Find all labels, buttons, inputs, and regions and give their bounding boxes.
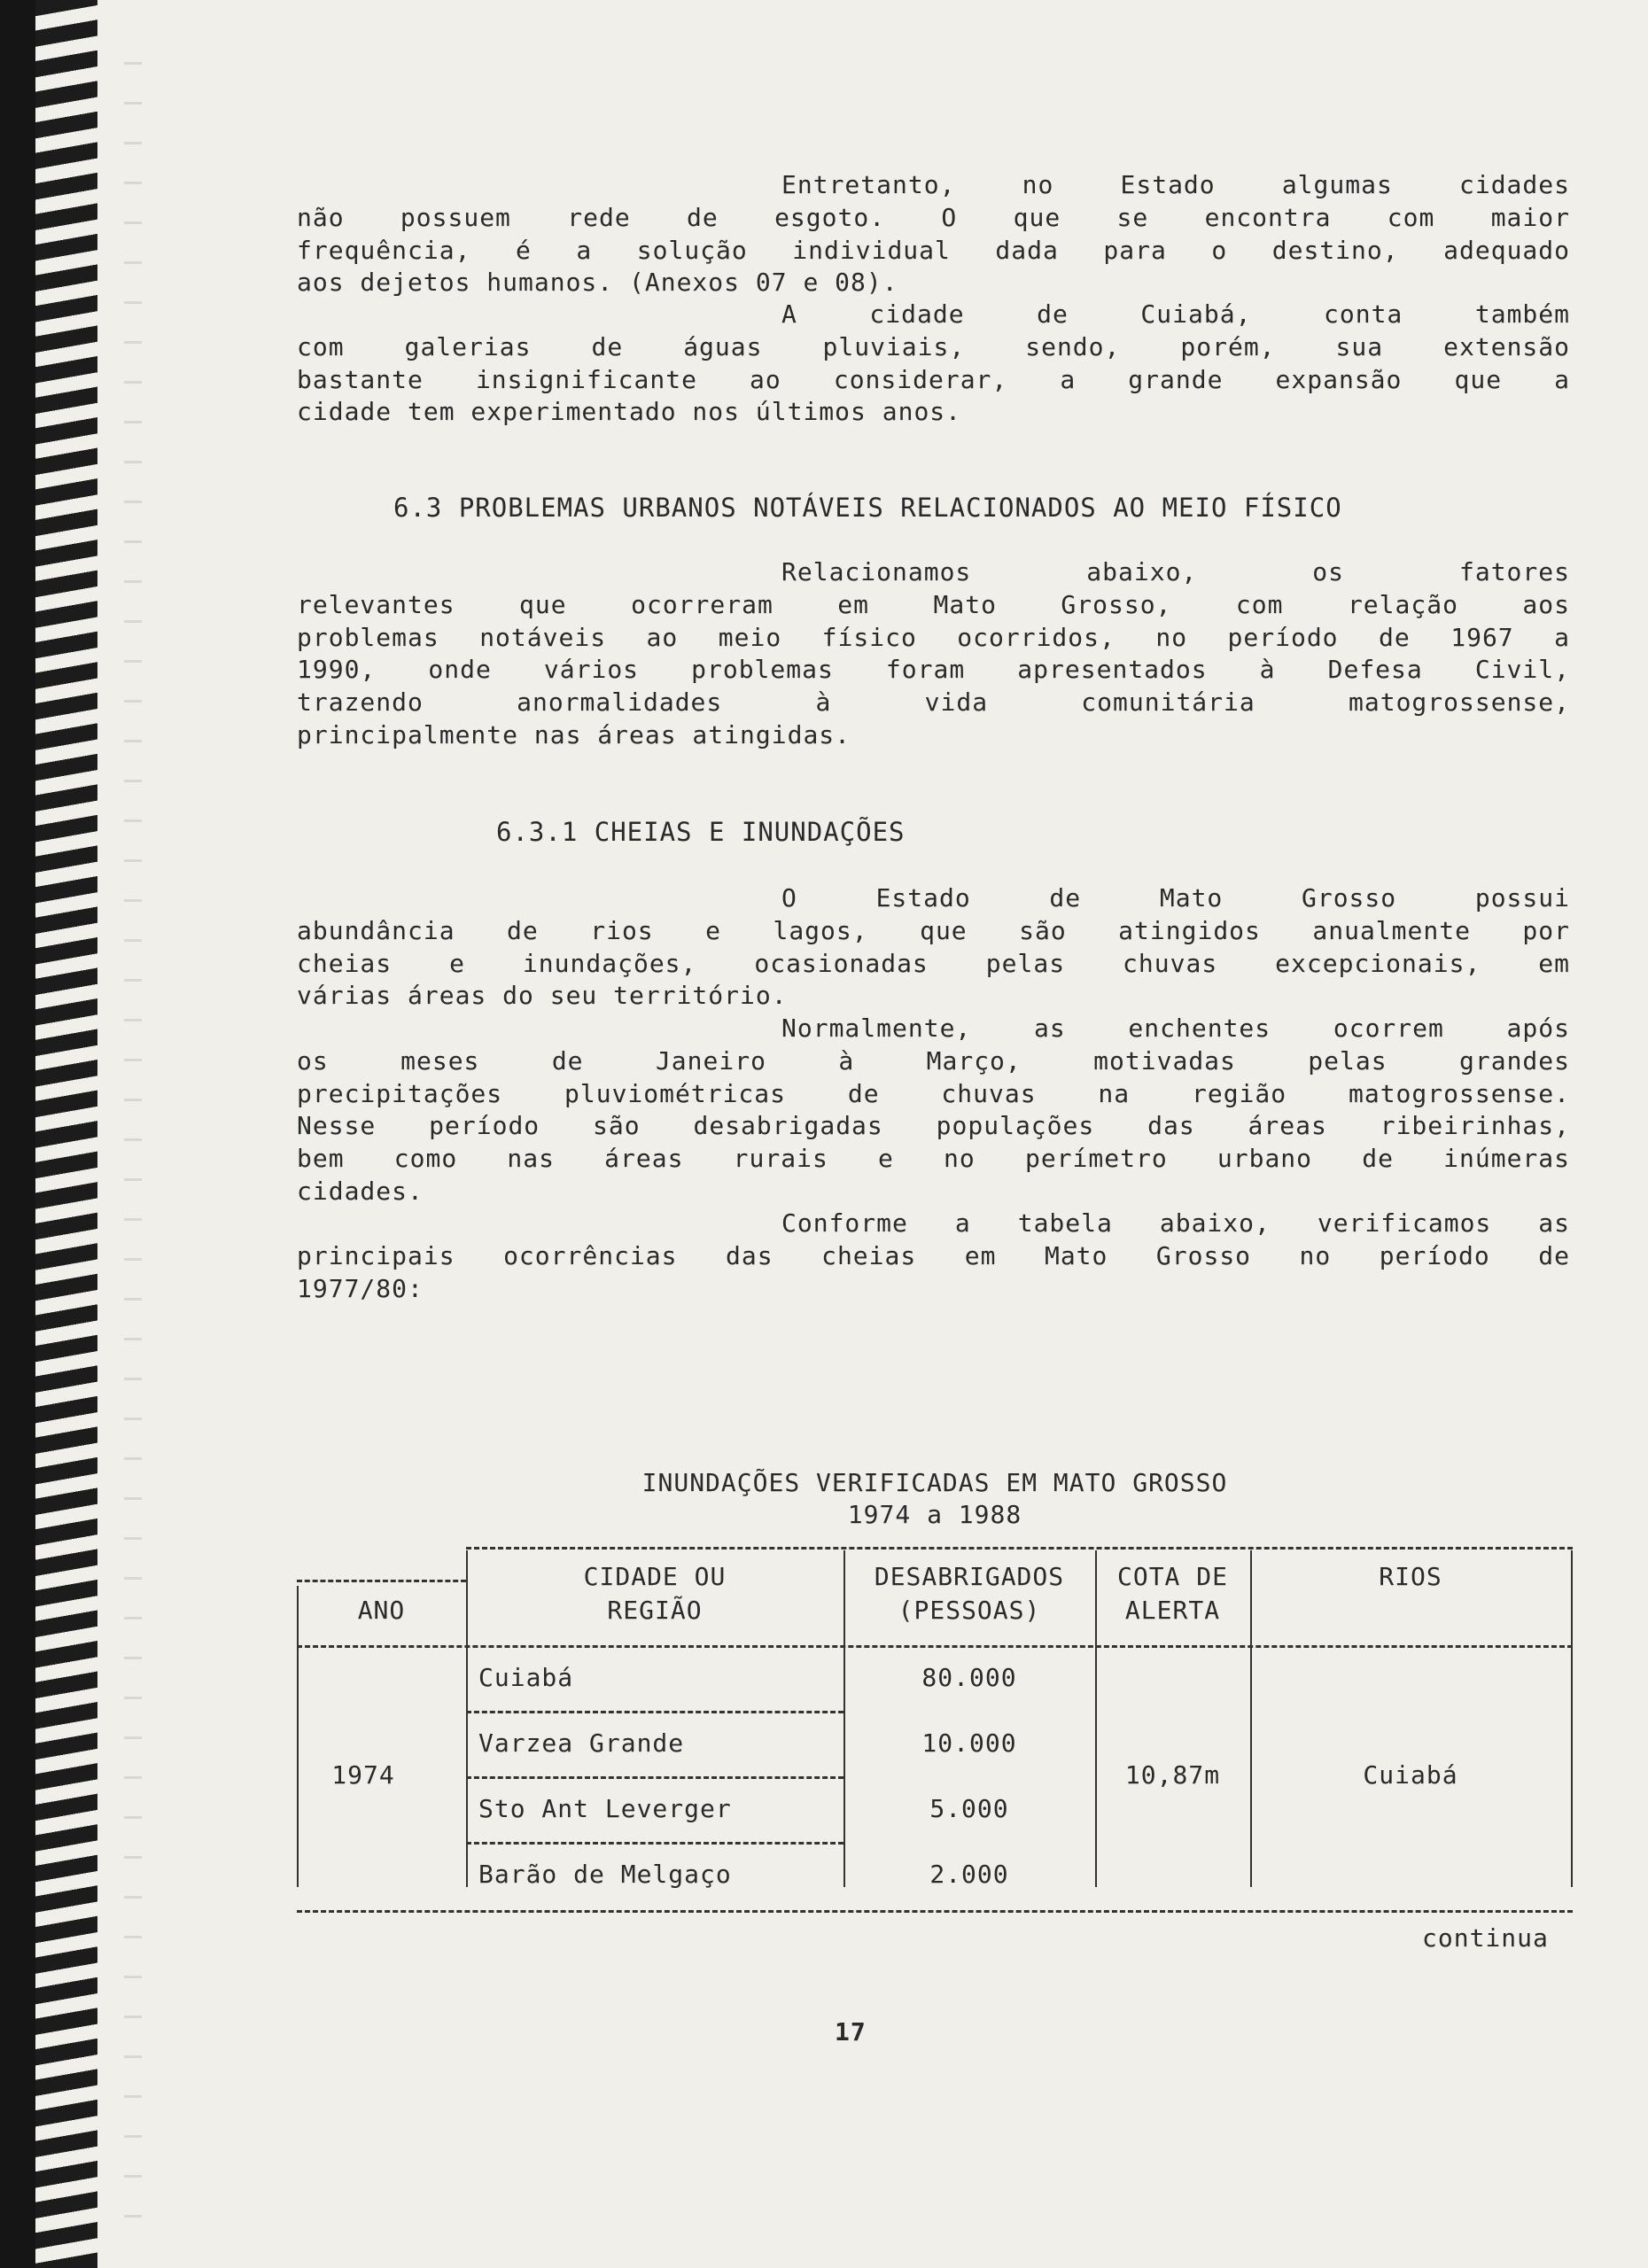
cell-desabrigados: 5.000 bbox=[929, 1794, 1009, 1823]
paragraph-line: Entretanto, no Estado algumas cidades bbox=[781, 170, 1570, 199]
paragraph-line: Conforme a tabela abaixo, verificamos as bbox=[781, 1208, 1570, 1238]
page-number: 17 bbox=[835, 2017, 867, 2047]
paragraph-line: bastante insignificante ao considerar, a grande expansão que a bbox=[297, 364, 1570, 394]
paragraph-line: cidades. bbox=[297, 1177, 424, 1206]
continua-note: continua bbox=[1422, 1923, 1549, 1953]
paragraph-line: precipitações pluviométricas de chuvas na região matogrossense. bbox=[297, 1078, 1570, 1108]
paragraph-line: cidade tem experimentado nos últimos anos. bbox=[297, 397, 962, 427]
header-ano: ANO bbox=[357, 1596, 406, 1625]
paragraph-line: aos dejetos humanos. (Anexos 07 e 08). bbox=[297, 268, 898, 298]
paragraph-line: cheias e inundações, ocasionadas pelas chuvas excepcionais, em bbox=[297, 948, 1570, 978]
cell-cidade: Varzea Grande bbox=[478, 1728, 685, 1758]
cell-desabrigados: 10.000 bbox=[921, 1728, 1017, 1758]
cell-cidade: Sto Ant Leverger bbox=[478, 1794, 732, 1823]
paragraph-line: com galerias de águas pluviais, sendo, porém, sua extensão bbox=[297, 331, 1570, 361]
cell-cidade: Barão de Melgaço bbox=[478, 1860, 732, 1889]
header-cota-1: COTA DE bbox=[1116, 1562, 1228, 1591]
section-heading-6-3: 6.3 PROBLEMAS URBANOS NOTÁVEIS RELACIONADOS AO MEIO FÍSICO bbox=[393, 493, 1342, 523]
paragraph-line: trazendo anormalidades à vida comunitária matogrossense, bbox=[297, 687, 1570, 718]
spiral-binding-spine bbox=[0, 0, 35, 2268]
table-title: INUNDAÇÕES VERIFICADAS EM MATO GROSSO bbox=[641, 1468, 1228, 1497]
paragraph-line: principalmente nas áreas atingidas. bbox=[297, 720, 851, 750]
header-desabrigados-2: (PESSOAS) bbox=[898, 1596, 1041, 1625]
paragraph-line: Nesse período são desabrigadas populações das áreas ribeirinhas, bbox=[297, 1111, 1570, 1141]
cell-desabrigados: 80.000 bbox=[921, 1663, 1017, 1692]
paragraph-line: frequência, é a solução individual dada para o destino, adequado bbox=[297, 235, 1570, 265]
spiral-binding bbox=[35, 0, 97, 2268]
paragraph-line: várias áreas do seu território. bbox=[297, 981, 788, 1011]
paragraph-line: os meses de Janeiro à Março, motivadas pelas grandes bbox=[297, 1045, 1570, 1076]
paragraph-line: problemas notáveis ao meio físico ocorridos, no período de 1967 a bbox=[297, 622, 1570, 652]
paragraph-line: Relacionamos abaixo, os fatores bbox=[781, 557, 1570, 586]
header-rios: RIOS bbox=[1379, 1562, 1442, 1591]
cell-cota: 10,87m bbox=[1124, 1760, 1221, 1790]
paragraph-line: relevantes que ocorreram em Mato Grosso, com relação aos bbox=[297, 589, 1570, 619]
paragraph-line: abundância de rios e lagos, que são atingidos anualmente por bbox=[297, 915, 1570, 945]
header-desabrigados-1: DESABRIGADOS bbox=[874, 1562, 1065, 1591]
cell-rio: Cuiabá bbox=[1363, 1760, 1458, 1790]
paragraph-line: bem como nas áreas rurais e no perímetro urbano de inúmeras bbox=[297, 1144, 1570, 1174]
paragraph-line: não possuem rede de esgoto. O que se encontra com maior bbox=[297, 202, 1570, 232]
cell-cidade: Cuiabá bbox=[478, 1663, 574, 1692]
cell-ano: 1974 bbox=[331, 1760, 395, 1790]
header-cidade-2: REGIÃO bbox=[607, 1596, 703, 1625]
paragraph-line: O Estado de Mato Grosso possui bbox=[781, 883, 1570, 913]
header-cidade-1: CIDADE OU bbox=[583, 1562, 727, 1591]
paragraph-line: Normalmente, as enchentes ocorrem após bbox=[781, 1014, 1570, 1043]
cell-desabrigados: 2.000 bbox=[929, 1860, 1009, 1889]
paragraph-line: 1990, onde vários problemas foram apresentados à Defesa Civil, bbox=[297, 655, 1570, 685]
header-cota-2: ALERTA bbox=[1124, 1596, 1221, 1625]
section-heading-6-3-1: 6.3.1 CHEIAS E INUNDAÇÕES bbox=[496, 817, 906, 847]
paragraph-line: principais ocorrências das cheias em Mato Grosso no período de bbox=[297, 1240, 1570, 1270]
paragraph-line: A cidade de Cuiabá, conta também bbox=[781, 299, 1570, 329]
punch-holes bbox=[124, 35, 142, 2250]
table-subtitle: 1974 a 1988 bbox=[847, 1500, 1022, 1529]
paragraph-line: 1977/80: bbox=[297, 1273, 424, 1303]
